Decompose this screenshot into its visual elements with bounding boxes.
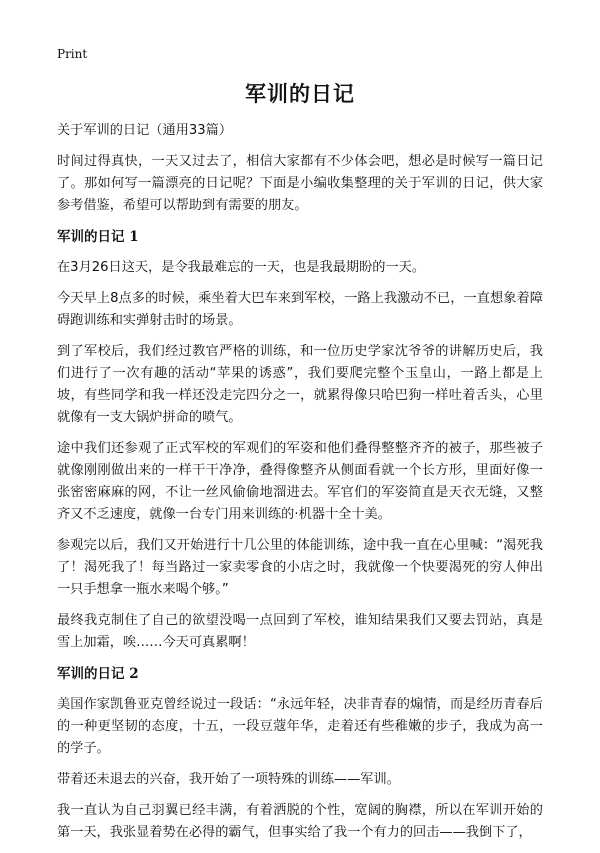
section-heading-1: 军训的日记 1 — [57, 229, 139, 245]
section-1-paragraph: 参观完以后，我们又开始进行十几公里的体能训练，途中我一直在心里喊：“渴死我了！渴死我了！每当路过一家卖零食的小店之时，我就像一个快要渴死的穷人伸出一只手想拿一瓶水来喝个够。” — [57, 538, 543, 597]
intro-paragraph: 时间过得真快，一天又过去了，相信大家都有不少体会吧，想必是时候写一篇日记了。那如何写一篇漂亮的日记呢？下面是小编收集整理的关于军训的日记，供大家参考借鉴，希望可以帮助到有需要的朋友。 — [57, 154, 543, 213]
article-body — [57, 120, 543, 853]
article-subtitle: 关于军训的日记（通用33篇） — [57, 123, 233, 138]
print-link[interactable]: Print — [57, 47, 88, 61]
section-1-paragraph: 途中我们还参观了正式军校的军观们的军姿和他们叠得整整齐齐的被子，那些被子就像刚刚做出来的一样干干净净，叠得像整齐从侧面看就一个长方形，里面好像一张密密麻麻的网，不让一丝风偷偷地溜进去。军官们的军姿简直是天衣无缝，又整齐又不乏速度，就像一台专门用来训练的·机器十全十美。 — [57, 441, 543, 522]
section-1-paragraph: 在3月26日这天，是令我最难忘的一天，也是我最期盼的一天。 — [57, 260, 426, 275]
section-2-paragraph: 美国作家凯鲁亚克曾经说过一段话：“永远年轻，决非青春的煽情，而是经历青春后的一种更坚韧的态度，十五，一段豆蔻年华，走着还有些稚嫩的步子，我成为高一的学子。 — [57, 697, 543, 756]
section-2-paragraph: 我一直认为自己羽翼已经丰满，有着洒脱的个性，宽阔的胸襟，所以在军训开始的第一天，我张显着势在必得的霸气，但事实给了我一个有力的回击——我倒下了， — [57, 803, 543, 840]
section-1-paragraph: 最终我克制住了自己的欲望没喝一点回到了军校，谁知结果我们又要去罚站，真是雪上加霜，唉……今天可真累啊！ — [57, 613, 543, 650]
section-1-paragraph: 到了军校后，我们经过教官严格的训练，和一位历史学家沈爷爷的讲解历史后，我们进行了一次有趣的活动“苹果的诱惑”，我们要爬完整个玉皇山，一路上都是上坡，有些同学和我一样还没走完四分之一，就累得像只哈巴狗一样吐着舌头，心里就像有一支大锅炉拼命的喷气。 — [57, 344, 543, 425]
section-2-paragraph: 带着还未退去的兴奋，我开始了一项特殊的训练——军训。 — [57, 772, 400, 787]
section-1-paragraph: 今天早上8点多的时候，乘坐着大巴车来到军校，一路上我激动不已，一直想象着障碍跑训练和实弹射击时的场景。 — [57, 291, 543, 328]
section-heading-2: 军训的日记 2 — [57, 666, 139, 682]
page-title: 军训的日记 — [245, 82, 355, 106]
